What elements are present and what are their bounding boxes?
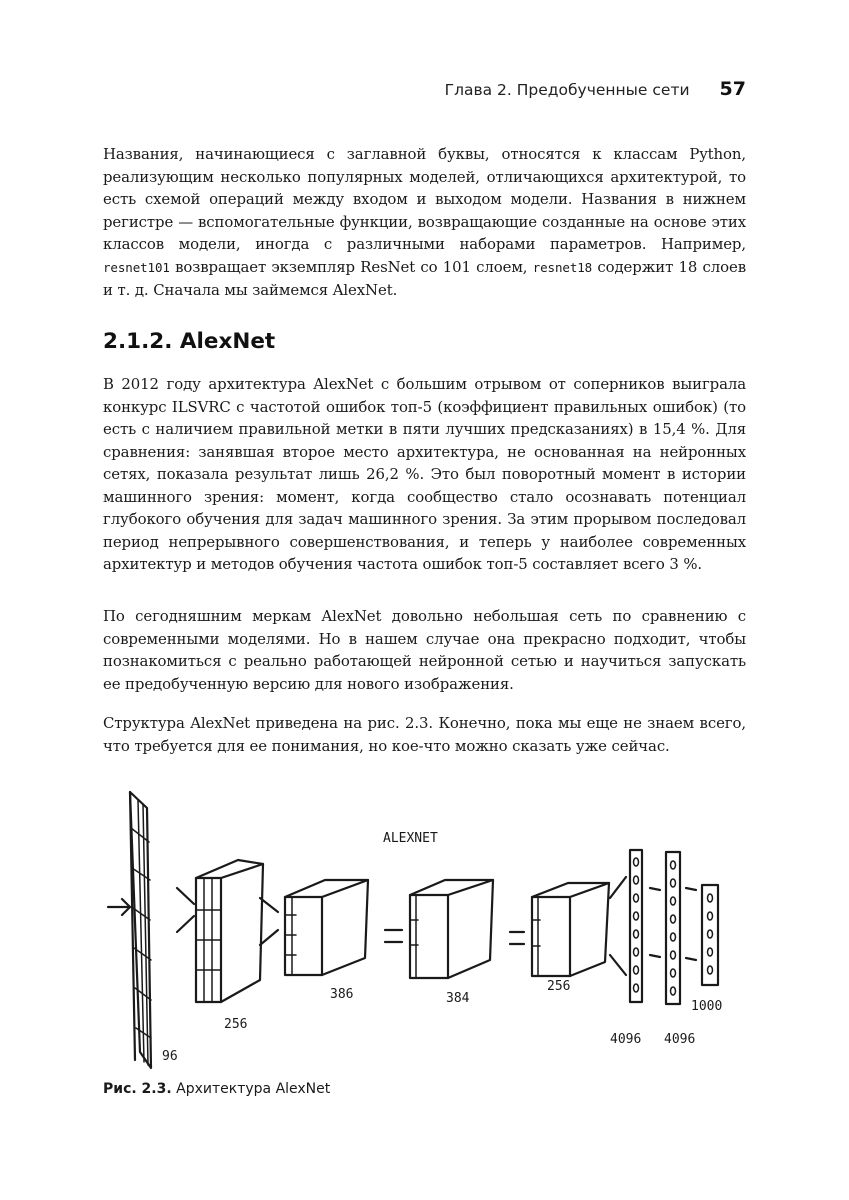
- label-386: 386: [330, 987, 354, 1002]
- equals-connector: [510, 932, 524, 944]
- caption-number: Рис. 2.3.: [103, 1081, 172, 1097]
- paragraph-alexnet-size: По сегодняшним меркам AlexNet довольно небольшая сеть по сравнению с современными моделями. Но в нашем случае она прекрасно подходит, чтобы познакомиться с реально работающей нейронной сетью и научиться запускать ее предобученную версию для нового изображения.: [103, 607, 746, 693]
- label-384: 384: [446, 991, 470, 1006]
- dash-connector: [650, 955, 660, 957]
- inline-code-resnet18: resnet18: [532, 259, 593, 275]
- fc-layer-4096-first: [630, 850, 642, 1002]
- paragraph-model-names: [103, 143, 746, 302]
- label-256-second: 256: [547, 979, 571, 994]
- fc-layer-4096-second: [666, 852, 680, 1004]
- paragraph-alexnet-structure: Структура AlexNet приведена на рис. 2.3. Конечно, пока мы еще не знаем всего, что требуется для ее понимания, но кое-что можно сказать уже сейчас.: [103, 714, 746, 755]
- dash-connector: [650, 888, 660, 890]
- paragraph-text: содержит 18 слоев и т. д. Сначала мы займемся AlexNet.: [103, 257, 746, 299]
- input-layer-slab: [130, 792, 151, 1068]
- connector-slash: [177, 916, 194, 932]
- fc-layer-1000: [702, 885, 718, 985]
- section-heading: 2.1.2. AlexNet: [103, 329, 276, 354]
- label-96: 96: [162, 1049, 178, 1064]
- label-256-first: 256: [224, 1017, 248, 1032]
- paragraph-text: возвращает экземпляр ResNet со 101 слоем,: [169, 257, 533, 276]
- running-header: [103, 78, 746, 106]
- input-arrow: [108, 899, 130, 915]
- inline-code-resnet101: resnet101: [103, 259, 170, 275]
- paragraph-text: Названия, начинающиеся с заглавной буквы, относятся к классам Python, реализующим несколько популярных моделей, отличающихся архитектурой, то есть схемой операций между входом и выходом модели. Названия в нижнем регистре — вспомогательные функции, возвращающие созданные на основе этих классов модели, иногда с различными наборами параметров. Например,: [103, 145, 746, 253]
- label-4096-first: 4096: [610, 1032, 642, 1047]
- diagram-title: ALEXNET: [383, 831, 438, 846]
- figure-caption: [103, 1081, 330, 1097]
- connector-slash: [177, 888, 194, 904]
- conv-block-256: [196, 860, 263, 1002]
- caption-text: Архитектура AlexNet: [171, 1081, 331, 1097]
- dash-connector: [686, 958, 696, 960]
- connector-slash: [610, 877, 626, 898]
- label-4096-second: 4096: [664, 1032, 696, 1047]
- conv-block-386: [285, 880, 368, 975]
- label-1000: 1000: [691, 999, 723, 1014]
- alexnet-diagram: [100, 780, 750, 1080]
- conv-block-256-second: [532, 883, 609, 976]
- connector-slash: [260, 930, 278, 945]
- page-number: 57: [719, 78, 746, 100]
- alexnet-figure: [100, 780, 750, 1080]
- dash-connector: [686, 888, 696, 890]
- conv-block-384: [410, 880, 493, 978]
- chapter-title: Глава 2. Предобученные сети: [444, 81, 690, 99]
- equals-connector: [385, 930, 402, 942]
- paragraph-alexnet-history: В 2012 году архитектура AlexNet с большим отрывом от соперников выиграла конкурс ILSVRC с частотой ошибок топ-5 (коэффициент правильных ошибок) (то есть с наличием правильной метки в пяти лучших предсказаниях) в 15,4 %. Для сравнения: занявшая второе место архитектура, не основанная на нейронных сетях, показала результат лишь 26,2 %. Это был поворотный момент в истории машинного зрения: момент, когда сообщество стало осознавать потенциал глубокого обучения для задач машинного зрения. За этим прорывом последовал период непрерывного совершенствования, и теперь у наиболее современных архитектур и методов обучения частота ошибок топ-5 составляет всего 3 %.: [103, 375, 746, 573]
- connector-slash: [610, 955, 626, 975]
